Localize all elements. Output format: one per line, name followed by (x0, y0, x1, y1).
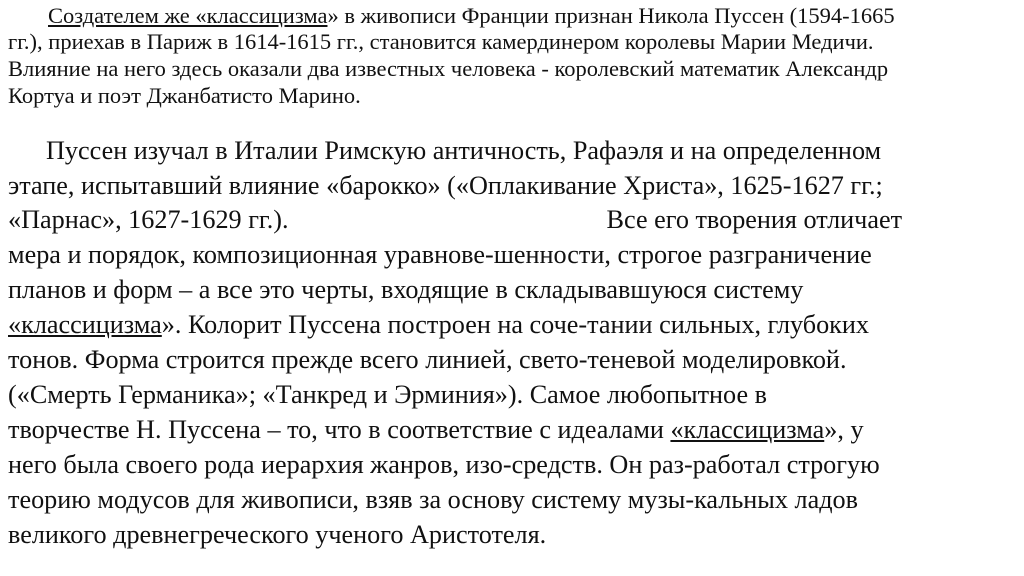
classicism-link[interactable]: Создателем же «классицизма (48, 3, 328, 28)
text-line (8, 309, 869, 340)
text-run: «Парнас», 1627-1629 гг.). (8, 205, 289, 234)
text-line (48, 3, 895, 29)
text-line: мера и порядок, композиционная уравнове-шенности, строгое разграничение (8, 240, 872, 269)
classicism-link[interactable]: «классицизма (670, 415, 825, 444)
text-line: тонов. Форма строится прежде всего линией, свето-теневой моделировкой. (8, 345, 847, 374)
text-line: Пуссен изучал в Италии Римскую античность, Рафаэля и на определенном (46, 136, 882, 165)
text-line: великого древнегреческого ученого Аристотеля. (8, 520, 547, 549)
text-line: этапе, испытавший влияние «барокко» («Оплакивание Христа», 1625-1627 гг.; (8, 171, 883, 200)
text-line: него была своего рода иерархия жанров, изо-средств. Он раз-работал строгую (8, 450, 880, 479)
text-run: творчестве Н. Пуссена – то, что в соответствие с идеалами (8, 415, 671, 444)
text-line: Кортуа и поэт Джанбатисто Марино. (8, 83, 361, 108)
text-run: » в живописи Франции признан Никола Пуссен (1594-1665 (327, 3, 895, 28)
text-line (8, 414, 864, 445)
text-run: Все его творения отличает (606, 205, 903, 234)
text-line (8, 204, 902, 235)
text-line: планов и форм – а все это черты, входящие в складывавшуюся систему (8, 275, 804, 304)
text-line: гг.), приехав в Париж в 1614-1615 гг., становится камердинером королевы Марии Медичи. (8, 29, 874, 54)
classicism-link[interactable]: «классицизма (8, 310, 162, 339)
text-run: », у (824, 415, 864, 444)
text-line: («Смерть Германика»; «Танкред и Эрминия»). Самое любопытное в (8, 380, 768, 409)
text-line: теорию модусов для живописи, взяв за основу систему музы-кальных ладов (8, 485, 859, 514)
text-run: ». Колорит Пуссена построен на соче-тании сильных, глубоких (161, 310, 870, 339)
text-line: Влияние на него здесь оказали два известных человека - королевский математик Александр (8, 56, 889, 81)
